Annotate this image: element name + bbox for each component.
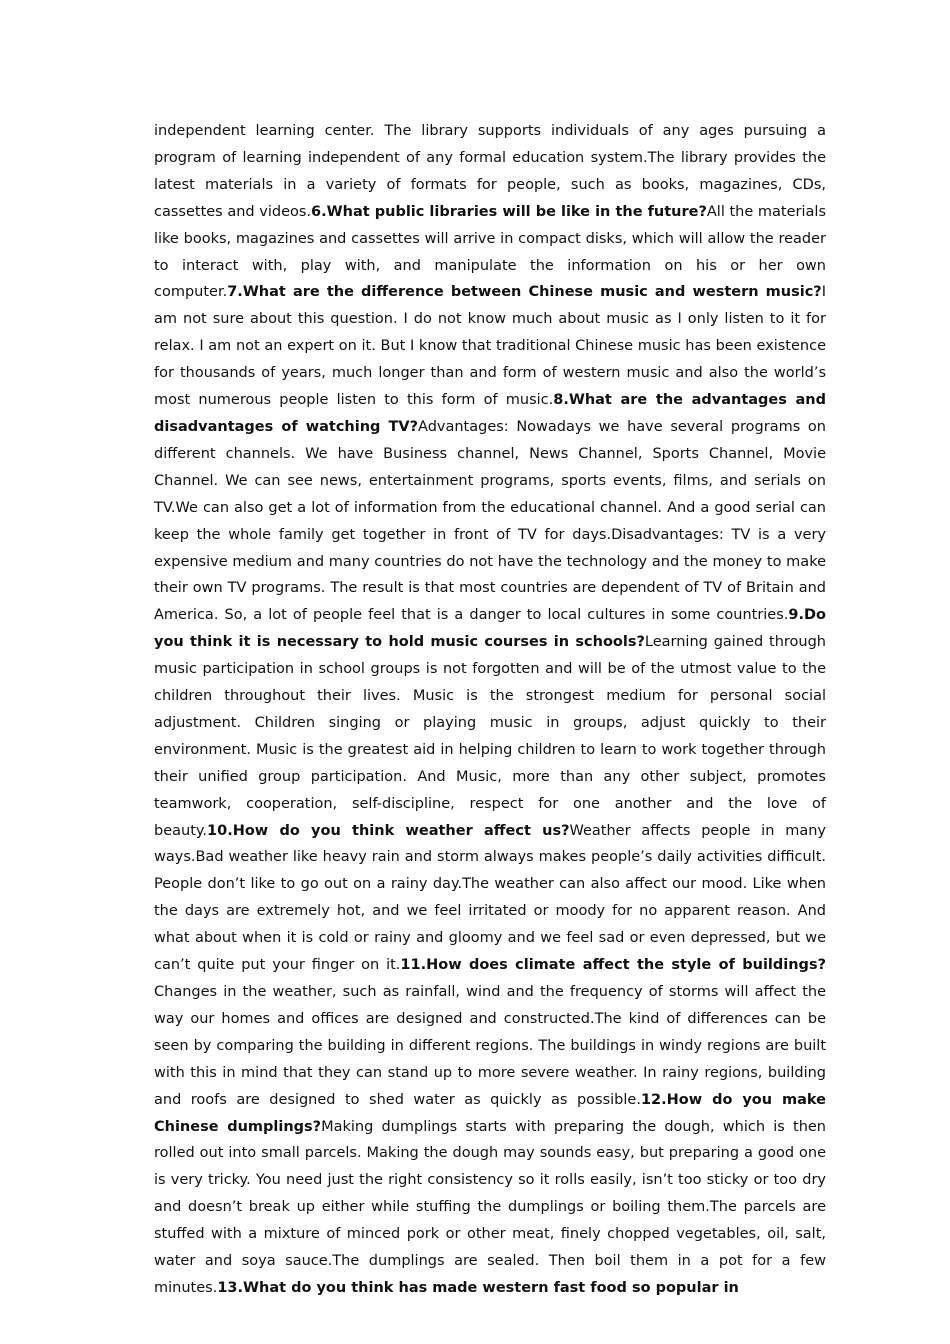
text-run: I am not sure about this question. I do not know much about music as I only listen to it for relax. I am not an expert on it. But I know that traditional Chinese music has been existence for thousands of years, much longer than and form of western music and also the world’s most numerous people listen to this form of music. [154,284,826,409]
text-run: Advantages: Nowadays we have several programs on different channels. We have Business channel, News Channel, Sports Channel, Movie Channel. We can see news, entertainment programs, sports events, films, and serials on TV.We can also get a lot of information from the educational channel. And a good serial can keep the whole family get together in front of TV for days.Disadvantages: TV is a very expensive medium and many countries do not have the technology and the money to make their own TV programs. The result is that most countries are dependent of TV of Britain and America. So, a lot of people feel that is a danger to local cultures in some countries. [154,418,826,624]
question-heading: 12.How do you make Chinese dumplings? [154,1091,826,1135]
question-heading: 7.What are the difference between Chinese music and western music? [227,284,822,301]
text-run: Making dumplings starts with preparing the dough, which is then rolled out into small parcels. Making the dough may sounds easy, but preparing a good one is very tricky. You need just the right consistency so it rolls easily, isn’t too sticky or too dry and doesn’t break up either while stuffing the dumplings or boiling them.The parcels are stuffed with a mixture of minced pork or other meat, finely chopped vegetables, oil, salt, water and soya sauce.The dumplings are sealed. Then boil them in a pot for a few minutes. [154,1118,826,1296]
text-run: independent learning center. The library supports individuals of any ages pursuing a program of learning independent of any formal education system.The library provides the latest materials in a variety of formats for people, such as books, magazines, CDs, cassettes and videos. [154,123,826,220]
text-run: All the materials like books, magazines and cassettes will arrive in compact disks, which will allow the reader to interact with, play with, and manipulate the information on his or her own computer. [154,203,826,301]
question-heading: 13.What do you think has made western fast food so popular in [217,1279,739,1296]
question-heading: 6.What public libraries will be like in the future? [311,203,707,220]
question-heading: 11.How does climate affect the style of buildings? [400,957,826,974]
body-text [154,118,826,1302]
text-run: Weather affects people in many ways.Bad weather like heavy rain and storm always makes people’s daily activities difficult. People don’t like to go out on a rainy day.The weather can also affect our mood. Like when the days are extremely hot, and we feel irritated or moody for no apparent reason. And what about when it is cold or rainy and gloomy and we feel sad or even depressed, but we can’t quite put your finger on it. [154,822,826,974]
text-run: Changes in the weather, such as rainfall, wind and the frequency of storms will affect the way our homes and offices are designed and constructed.The kind of differences can be seen by comparing the building in different regions. The buildings in windy regions are built with this in mind that they can stand up to more severe weather. In rainy regions, building and roofs are designed to shed water as quickly as possible. [154,984,826,1108]
text-run: Learning gained through music participation in school groups is not forgotten and will be of the utmost value to the children throughout their lives. Music is the strongest medium for personal social adjustment. Children singing or playing music in groups, adjust quickly to their environment. Music is the greatest aid in helping children to learn to work together through their unified group participation. And Music, more than any other subject, promotes teamwork, cooperation, self-discipline, respect for one another and the love of beauty. [154,634,827,839]
question-heading: 10.How do you think weather affect us? [207,822,570,839]
question-heading: 8.What are the advantages and disadvantages of watching TV? [154,392,826,435]
question-heading: 9.Do you think it is necessary to hold music courses in schools? [154,607,826,651]
